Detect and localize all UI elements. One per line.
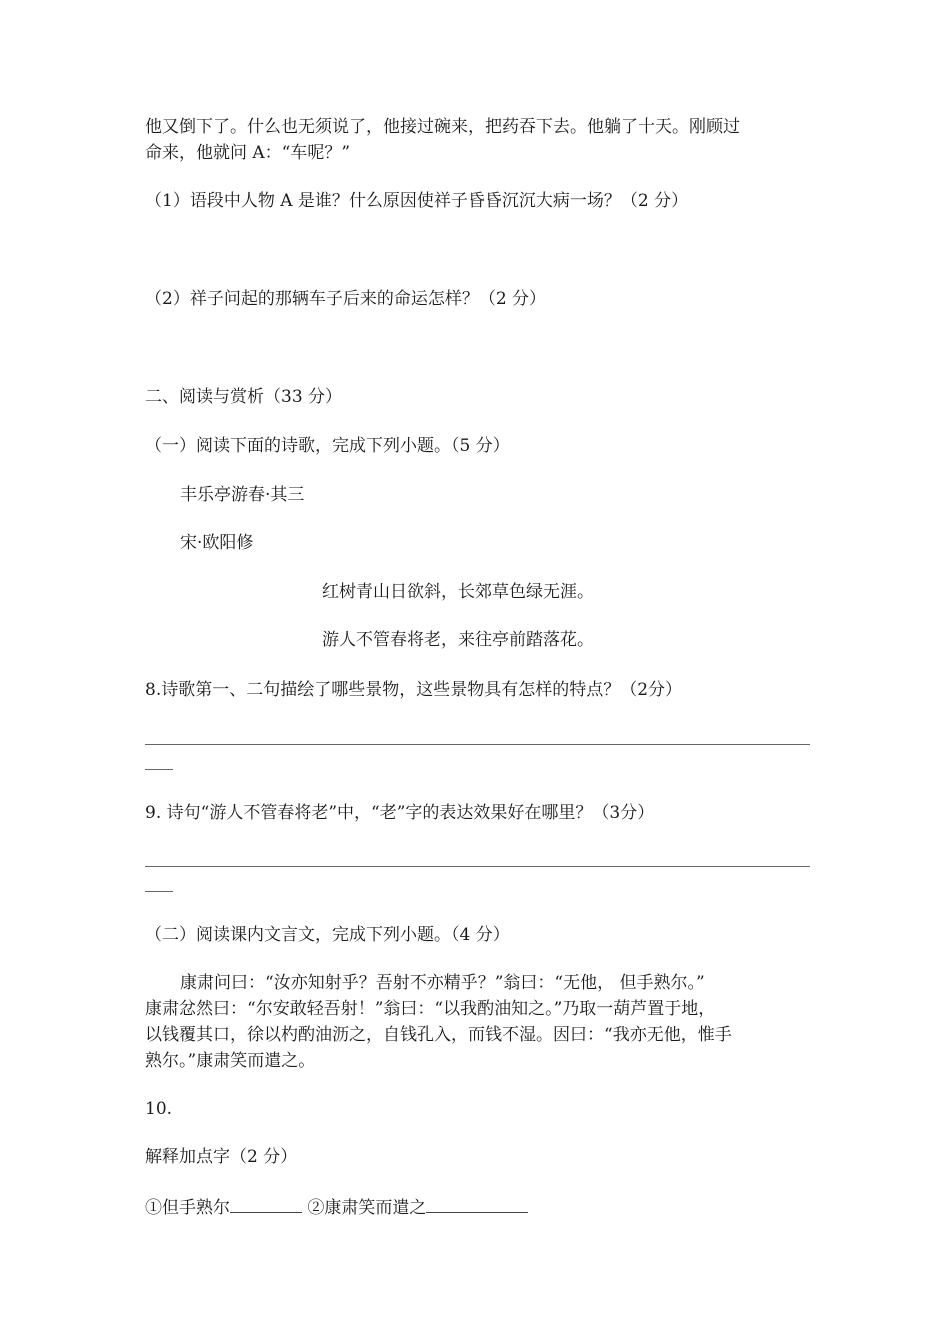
poem-line-1: 红树青山日欲斜，长郊草色绿无涯。 [322,582,594,602]
answer-line-q8-continuation[interactable] [145,769,173,770]
classical-line-3: 以钱覆其口，徐以杓酌油沥之，自钱孔入，而钱不湿。因曰：“我亦无他，惟手 [145,1025,732,1045]
question-10-number: 10. [145,1099,173,1119]
answer-line-q9[interactable] [145,866,810,867]
question-10-instruction: 解释加点字（2 分） [145,1147,298,1167]
question-9: 9. 诗句“游人不管春将老”中，“老”字的表达效果好在哪里？（3分） [145,803,655,823]
part-2-title: （二）阅读课内文言文，完成下列小题。（4 分） [145,925,510,945]
q10-item-2-blank[interactable] [426,1194,528,1213]
classical-line-4: 熟尔。”康肃笑而遣之。 [145,1051,316,1071]
passage-line-2: 命来，他就问 A：“车呢？” [145,143,351,163]
poem-line-2: 游人不管春将老，来往亭前踏落花。 [322,630,594,650]
question-8: 8.诗歌第一、二句描绘了哪些景物，这些景物具有怎样的特点？（2分） [145,680,683,700]
poem-author: 宋·欧阳修 [180,533,254,553]
poem-title: 丰乐亭游春·其三 [180,485,305,505]
q10-item-1-label: ①但手熟尔 [145,1198,230,1218]
question-10-items [145,1194,528,1221]
part-1-title: （一）阅读下面的诗歌，完成下列小题。（5 分） [145,436,510,456]
q10-item-1-blank[interactable] [230,1194,302,1213]
question-a2: （2）祥子问起的那辆车子后来的命运怎样？（2 分） [145,289,547,309]
q10-item-2-label: ②康肃笑而遣之 [307,1198,427,1218]
answer-line-q8[interactable] [145,744,810,745]
passage-line-1: 他又倒下了。什么也无须说了，他接过碗来，把药吞下去。他躺了十天。刚顾过 [145,117,740,137]
section-2-title: 二、阅读与赏析（33 分） [145,387,343,407]
classical-line-2: 康肃忿然曰：“尔安敢轻吾射！”翁曰：“以我酌油知之。”乃取一葫芦置于地， [145,999,716,1019]
question-a1: （1）语段中人物 A 是谁？什么原因使祥子昏昏沉沉大病一场？（2 分） [145,191,689,211]
classical-line-1: 康肃问曰：“汝亦知射乎？吾射不亦精乎？”翁曰：“无他， 但手熟尔。” [180,973,705,993]
answer-line-q9-continuation[interactable] [145,891,173,892]
